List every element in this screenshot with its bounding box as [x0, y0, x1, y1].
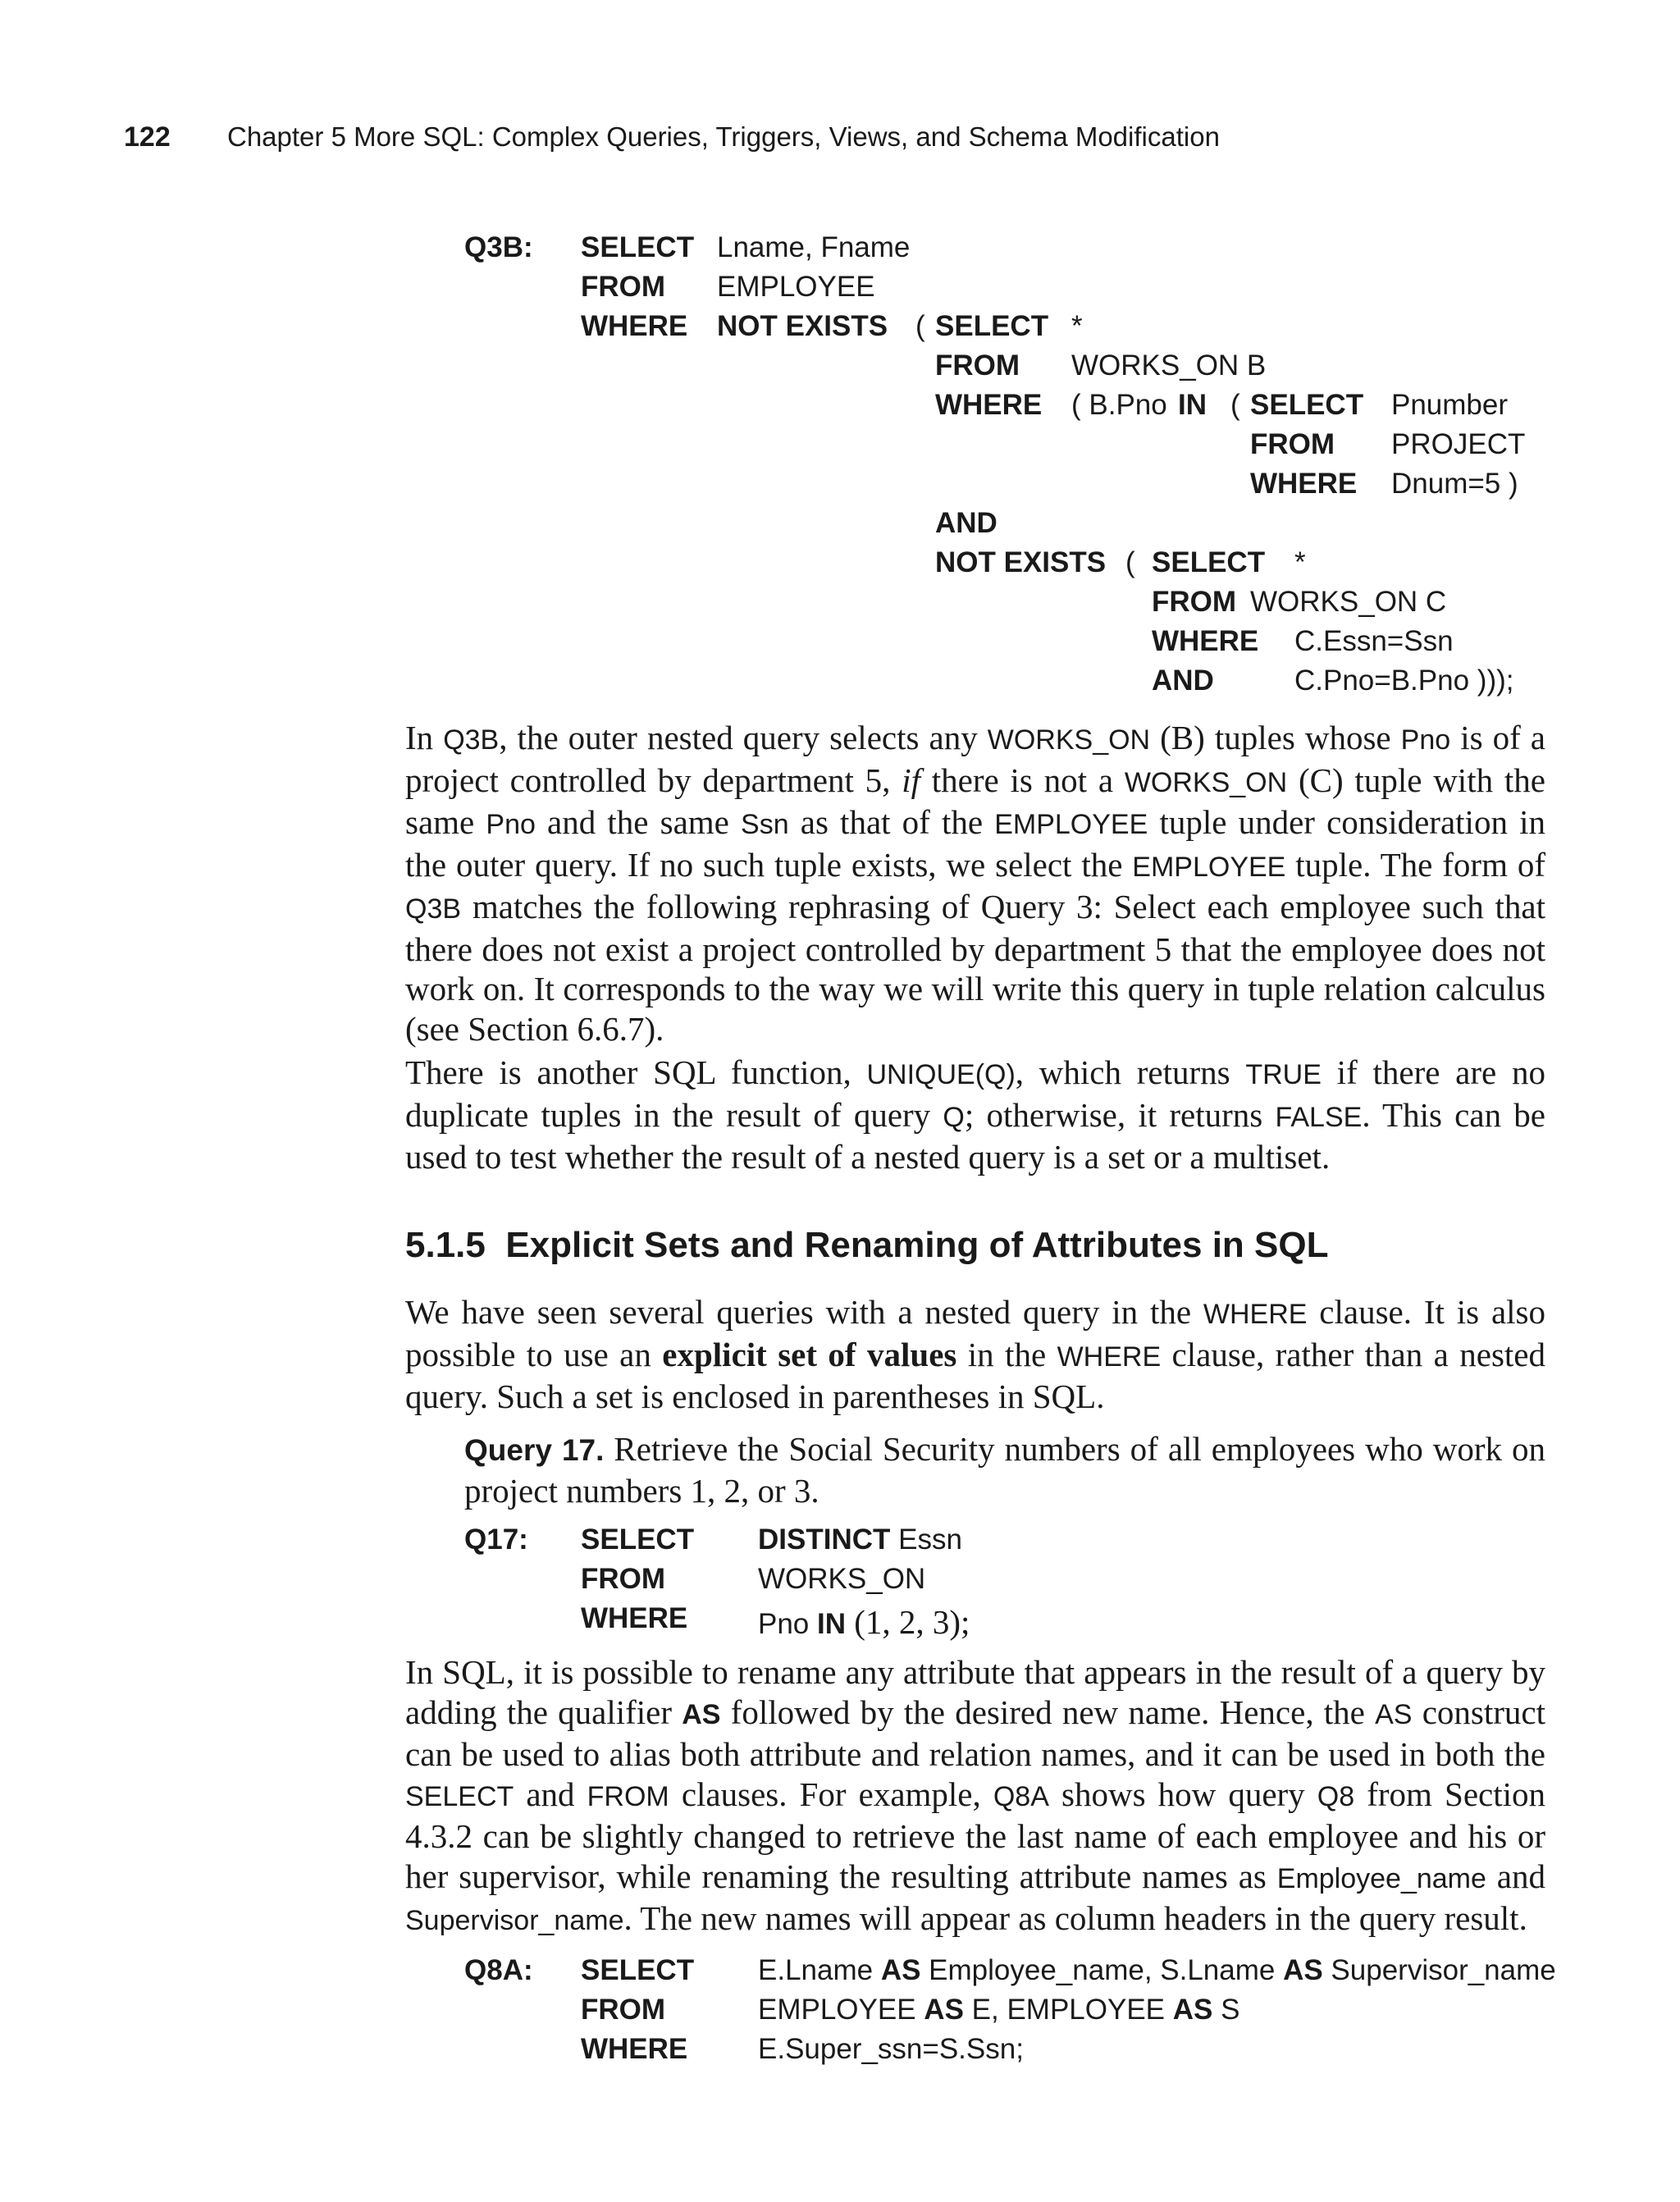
sql-keyword: WHERE [581, 1602, 688, 1634]
code-label: Q8A: [464, 1954, 533, 1986]
sql-paren: ( [915, 310, 925, 342]
sql-keyword: WHERE [935, 389, 1043, 421]
paragraph-renaming: In SQL, it is possible to rename any attribute that appears in the result of a query by adding the qualifier AS followed by the desired new name. Hence, the AS construct can be used to alias both attribute and relation names, and it can be used in both the SELECT and FROM clauses. For example, Q8A shows how query Q8 from Section 4.3.2 can be slightly changed to retrieve the last name of each employee and his or her supervisor, while renaming the resulting attribute names as Employee_name and Supervisor_name. The new names will appear as column headers in the query result. [405, 1653, 1546, 1937]
sql-value: E.Lname AS Employee_name, S.Lname AS Supervisor_name [758, 1954, 1556, 1986]
sql-value: DISTINCT Essn [758, 1524, 962, 1556]
page-number: 122 [124, 121, 171, 153]
sql-keyword: SELECT [1250, 389, 1364, 421]
sql-value: WORKS_ON [758, 1563, 926, 1595]
sql-keyword: NOT EXISTS [717, 310, 888, 342]
sql-keyword: SELECT [1152, 546, 1266, 578]
sql-keyword: WHERE [581, 2033, 688, 2065]
sql-keyword: NOT EXISTS [935, 546, 1107, 578]
sql-value: * [1294, 546, 1306, 578]
sql-value: Lname, Fname [717, 231, 911, 263]
code-label: Q3B: [464, 231, 533, 263]
sql-value: WORKS_ON B [1071, 349, 1267, 381]
sql-keyword: AND [935, 507, 998, 539]
paragraph-unique-function: There is another SQL function, UNIQUE(Q), which returns TRUE if there are no duplicate tuples in the result of query Q; otherwise, it returns FALSE. This can be used to test whether the result of a nested query is a set or a multiset. [405, 1053, 1546, 1176]
sql-value: Dnum=5 ) [1391, 468, 1518, 500]
query-label: Query 17. [464, 1433, 605, 1467]
sql-value: WORKS_ON C [1250, 586, 1447, 618]
sql-keyword: WHERE [581, 310, 688, 342]
query-17-statement: Query 17. Retrieve the Social Security numbers of all employees who work on project numbers 1, 2, or 3. [464, 1430, 1545, 1510]
sql-paren: ( [1125, 546, 1135, 578]
sql-value: E.Super_ssn=S.Ssn; [758, 2033, 1024, 2065]
sql-keyword: WHERE [1250, 468, 1358, 500]
sql-value: C.Pno=B.Pno ))); [1294, 665, 1514, 697]
sql-value: ( B.Pno [1071, 389, 1167, 421]
sql-keyword: WHERE [1152, 625, 1259, 657]
sql-keyword: SELECT [581, 1954, 695, 1986]
sql-value: Pno IN (1, 2, 3); [758, 1603, 970, 1641]
sql-value: PROJECT [1391, 428, 1526, 460]
sql-paren: ( [1230, 389, 1240, 421]
sql-keyword: AND [1152, 665, 1214, 697]
sql-keyword: FROM [581, 1563, 666, 1595]
sql-keyword: SELECT [581, 1524, 695, 1556]
sql-keyword: FROM [1250, 428, 1335, 460]
sql-value: EMPLOYEE AS E, EMPLOYEE AS S [758, 1994, 1240, 2026]
sql-value: Pnumber [1391, 389, 1509, 421]
sql-keyword: FROM [581, 1994, 666, 2026]
section-title: Explicit Sets and Renaming of Attributes in SQL [505, 1225, 1329, 1265]
sql-keyword: SELECT [935, 310, 1049, 342]
sql-value: * [1071, 310, 1083, 342]
paragraph-q3b-explanation: In Q3B, the outer nested query selects any WORKS_ON (B) tuples whose Pno is of a project controlled by department 5, if there is not a WORKS_ON (C) tuple with the same Pno and the same Ssn as that of the EMPLOYEE tuple under consideration in the outer query. If no such tuple exists, we select the EMPLOYEE tuple. The form of Q3B matches the following rephrasing of Query 3: Select each employee such that there does not exist a project controlled by department 5 that the employee does not work on. It corresponds to the way we will write this query in tuple relation calculus (see Section 6.6.7). [405, 719, 1545, 1048]
paragraph-explicit-sets: We have seen several queries with a nested query in the WHERE clause. It is also possible to use an explicit set of values in the WHERE clause, rather than a nested query. Such a set is enclosed in parentheses in SQL. [405, 1293, 1545, 1415]
section-number: 5.1.5 [405, 1225, 486, 1265]
section-heading [405, 1225, 1328, 1266]
sql-keyword: IN [1178, 389, 1207, 421]
sql-value: EMPLOYEE [717, 271, 875, 303]
sql-value: C.Essn=Ssn [1294, 625, 1454, 657]
sql-keyword: SELECT [581, 231, 695, 263]
sql-keyword: FROM [1152, 586, 1237, 618]
code-label: Q17: [464, 1524, 528, 1556]
sql-keyword: FROM [935, 349, 1020, 381]
sql-keyword: FROM [581, 271, 666, 303]
running-header-title: Chapter 5 More SQL: Complex Queries, Triggers, Views, and Schema Modification [227, 121, 1220, 152]
